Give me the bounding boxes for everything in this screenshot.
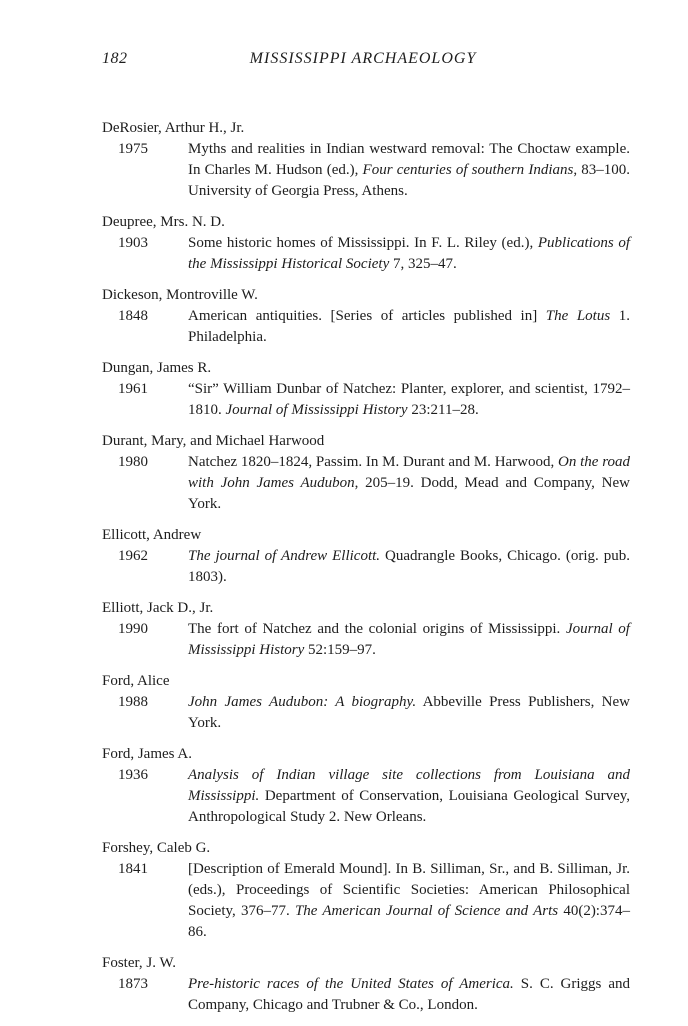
reference-body <box>102 546 630 588</box>
reference-text <box>188 452 630 515</box>
reference-title-italic: Journal of Mississippi History <box>225 402 408 418</box>
reference-text <box>188 233 630 275</box>
reference-year: 1961 <box>118 381 148 397</box>
reference-entry <box>102 525 630 588</box>
reference-title-italic: John James Audubon: A biography. <box>188 694 417 710</box>
reference-title-italic: The American Journal of Science and Arts <box>294 903 559 919</box>
reference-title-italic: Analysis of Indian village site collections from Louisiana and Mississippi. <box>188 767 630 804</box>
reference-body <box>102 765 630 828</box>
reference-text-segment: Natchez 1820–1824, Passim. In M. Durant and M. Harwood, <box>188 454 559 470</box>
reference-entry <box>102 838 630 943</box>
reference-title-italic: The journal of Andrew Ellicott. <box>188 548 381 564</box>
reference-year: 1975 <box>118 141 148 157</box>
reference-text-segment: Department of Conservation, Louisiana Geological Survey, Anthropological Study 2. New Orleans. <box>188 788 630 825</box>
reference-text <box>188 692 630 734</box>
reference-entry <box>102 118 630 202</box>
reference-text <box>188 306 630 348</box>
reference-author: Ford, Alice <box>102 673 170 689</box>
reference-author: Ellicott, Andrew <box>102 527 202 543</box>
reference-body <box>102 139 630 202</box>
reference-text-segment: , 205–19. Dodd, Mead and Company, New York. <box>188 475 630 512</box>
reference-text-segment: 52:159–97. <box>304 642 376 658</box>
reference-entry <box>102 212 630 275</box>
reference-author: DeRosier, Arthur H., Jr. <box>102 120 245 136</box>
reference-title-italic: Publications of the Mississippi Historical Society <box>188 235 631 272</box>
reference-entry <box>102 431 630 515</box>
reference-text <box>188 619 630 661</box>
reference-title-italic: Four centuries of southern Indians <box>362 162 574 178</box>
reference-author: Dungan, James R. <box>102 360 212 376</box>
reference-year: 1873 <box>118 976 148 992</box>
reference-text-segment: American antiquities. [Series of articles published in] <box>188 308 546 324</box>
reference-author: Dickeson, Montroville W. <box>102 287 258 303</box>
reference-text-segment: 23:211–28. <box>407 402 479 418</box>
reference-body <box>102 233 630 275</box>
reference-text-segment: 1. Philadelphia. <box>188 308 630 345</box>
reference-title-italic: The Lotus <box>545 308 611 324</box>
reference-author: Foster, J. W. <box>102 955 176 971</box>
reference-author: Forshey, Caleb G. <box>102 840 211 856</box>
running-header <box>102 50 624 74</box>
reference-text-segment: Myths and realities in Indian westward removal: The Choctaw example. In Charles M. Hudson (ed.), <box>188 141 630 178</box>
reference-entry <box>102 744 630 828</box>
reference-body <box>102 452 630 515</box>
reference-text-segment: The fort of Natchez and the colonial origins of Mississippi. <box>188 621 566 637</box>
reference-body <box>102 619 630 661</box>
reference-year: 1988 <box>118 694 148 710</box>
reference-author: Durant, Mary, and Michael Harwood <box>102 433 325 449</box>
reference-title-italic: On the road with John James Audubon <box>188 454 630 491</box>
reference-year: 1990 <box>118 621 148 637</box>
reference-body <box>102 859 630 943</box>
reference-author: Deupree, Mrs. N. D. <box>102 214 225 230</box>
reference-author: Elliott, Jack D., Jr. <box>102 600 214 616</box>
reference-text-segment: S. C. Griggs and Company, Chicago and Trubner & Co., London. <box>188 976 630 1013</box>
reference-text-segment: [Description of Emerald Mound]. In B. Silliman, Sr., and B. Silliman, Jr. (eds.), Proceedings of Scientific Societies: American Philosophical Society, 376–77. <box>188 861 630 919</box>
reference-text <box>188 765 630 828</box>
reference-year: 1903 <box>118 235 148 251</box>
reference-entry <box>102 285 630 348</box>
reference-text-segment: Abbeville Press Publishers, New York. <box>188 694 630 731</box>
running-title: MISSISSIPPI ARCHAEOLOGY <box>249 50 477 67</box>
reference-title-italic: Pre-historic races of the United States of America. <box>188 976 514 992</box>
reference-body <box>102 974 630 1016</box>
page-number: 182 <box>102 50 128 67</box>
reference-entry <box>102 953 630 1016</box>
reference-year: 1980 <box>118 454 148 470</box>
reference-year: 1841 <box>118 861 148 877</box>
reference-author: Ford, James A. <box>102 746 192 762</box>
reference-text-segment: 40(2):374–86. <box>188 903 630 940</box>
reference-year: 1936 <box>118 767 148 783</box>
reference-entry <box>102 598 630 661</box>
reference-text <box>188 139 630 202</box>
reference-text-segment: , 83–100. University of Georgia Press, Athens. <box>188 162 630 199</box>
reference-year: 1848 <box>118 308 148 324</box>
reference-text <box>188 546 630 588</box>
reference-text <box>188 379 630 421</box>
reference-title-italic: Journal of Mississippi History <box>188 621 630 658</box>
reference-body <box>102 379 630 421</box>
reference-entry <box>102 358 630 421</box>
reference-text-segment: Some historic homes of Mississippi. In F. L. Riley (ed.), <box>188 235 538 251</box>
reference-text-segment: “Sir” William Dunbar of Natchez: Planter, explorer, and scientist, 1792–1810. <box>188 381 630 418</box>
reference-body <box>102 306 630 348</box>
reference-text-segment: Quadrangle Books, Chicago. (orig. pub. 1803). <box>188 548 630 585</box>
reference-text <box>188 974 630 1016</box>
reference-body <box>102 692 630 734</box>
reference-text <box>188 859 630 943</box>
reference-entry <box>102 671 630 734</box>
reference-year: 1962 <box>118 548 148 564</box>
reference-list <box>102 118 630 1026</box>
reference-text-segment: 7, 325–47. <box>389 256 457 272</box>
